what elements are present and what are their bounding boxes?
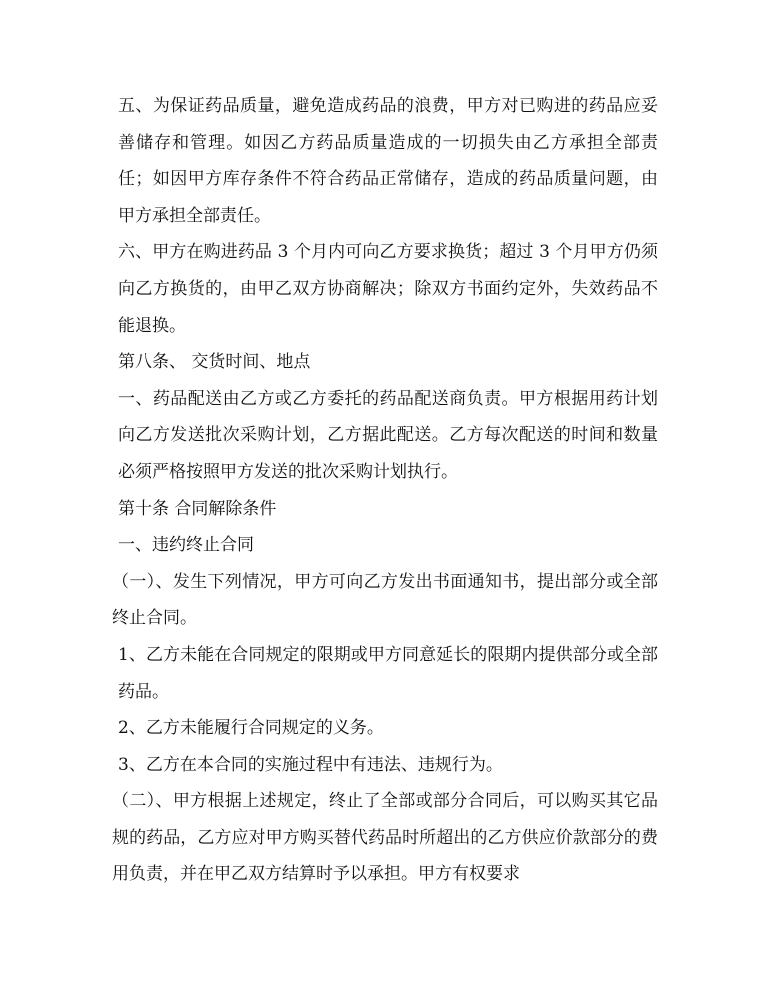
paragraph-delivery-plan: 一、药品配送由乙方或乙方委托的药品配送商负责。甲方根据用药计划向乙方发送批次采购计划，乙方据此配送。乙方每次配送的时间和数量必须严格按照甲方发送的批次采购计划执行。 <box>118 388 658 482</box>
paragraph-quality-storage: 五、为保证药品质量，避免造成药品的浪费，甲方对已购进的药品应妥善储存和管理。如因乙方药品质量造成的一切损失由乙方承担全部责任；如因甲方库存条件不符合药品正常储存，造成的药品质量问题，由甲方承担全部责任。 <box>118 96 658 226</box>
article-heading-termination: 第十条 合同解除条件 <box>118 498 277 519</box>
section-heading-breach-termination: 一、违约终止合同 <box>118 535 254 556</box>
list-item-2: 2、乙方未能履行合同规定的义务。 <box>118 718 384 739</box>
paragraph-exchange-goods: 六、甲方在购进药品 3 个月内可向乙方要求换货；超过 3 个月甲方仍须向乙方换货的，由甲乙双方协商解决；除双方书面约定外，失效药品不能退换。 <box>118 242 658 336</box>
list-item-1: 1、乙方未能在合同规定的限期或甲方同意延长的限期内提供部分或全部药品。 <box>118 644 658 702</box>
clause-notice-termination: （一）、发生下列情况，甲方可向乙方发出书面通知书，提出部分或全部终止合同。 <box>112 571 658 629</box>
clause-replacement-purchase: （二）、甲方根据上述规定，终止了全部或部分合同后，可以购买其它品规的药品，乙方应对甲方购买替代药品时所超出的乙方供应价款部分的费用负责，并在甲乙双方结算时予以承担。甲方有权要求 <box>112 791 658 885</box>
document-body <box>112 88 658 893</box>
article-heading-delivery: 第八条、 交货时间、地点 <box>118 352 311 373</box>
list-item-3: 3、乙方在本合同的实施过程中有违法、违规行为。 <box>118 754 503 775</box>
